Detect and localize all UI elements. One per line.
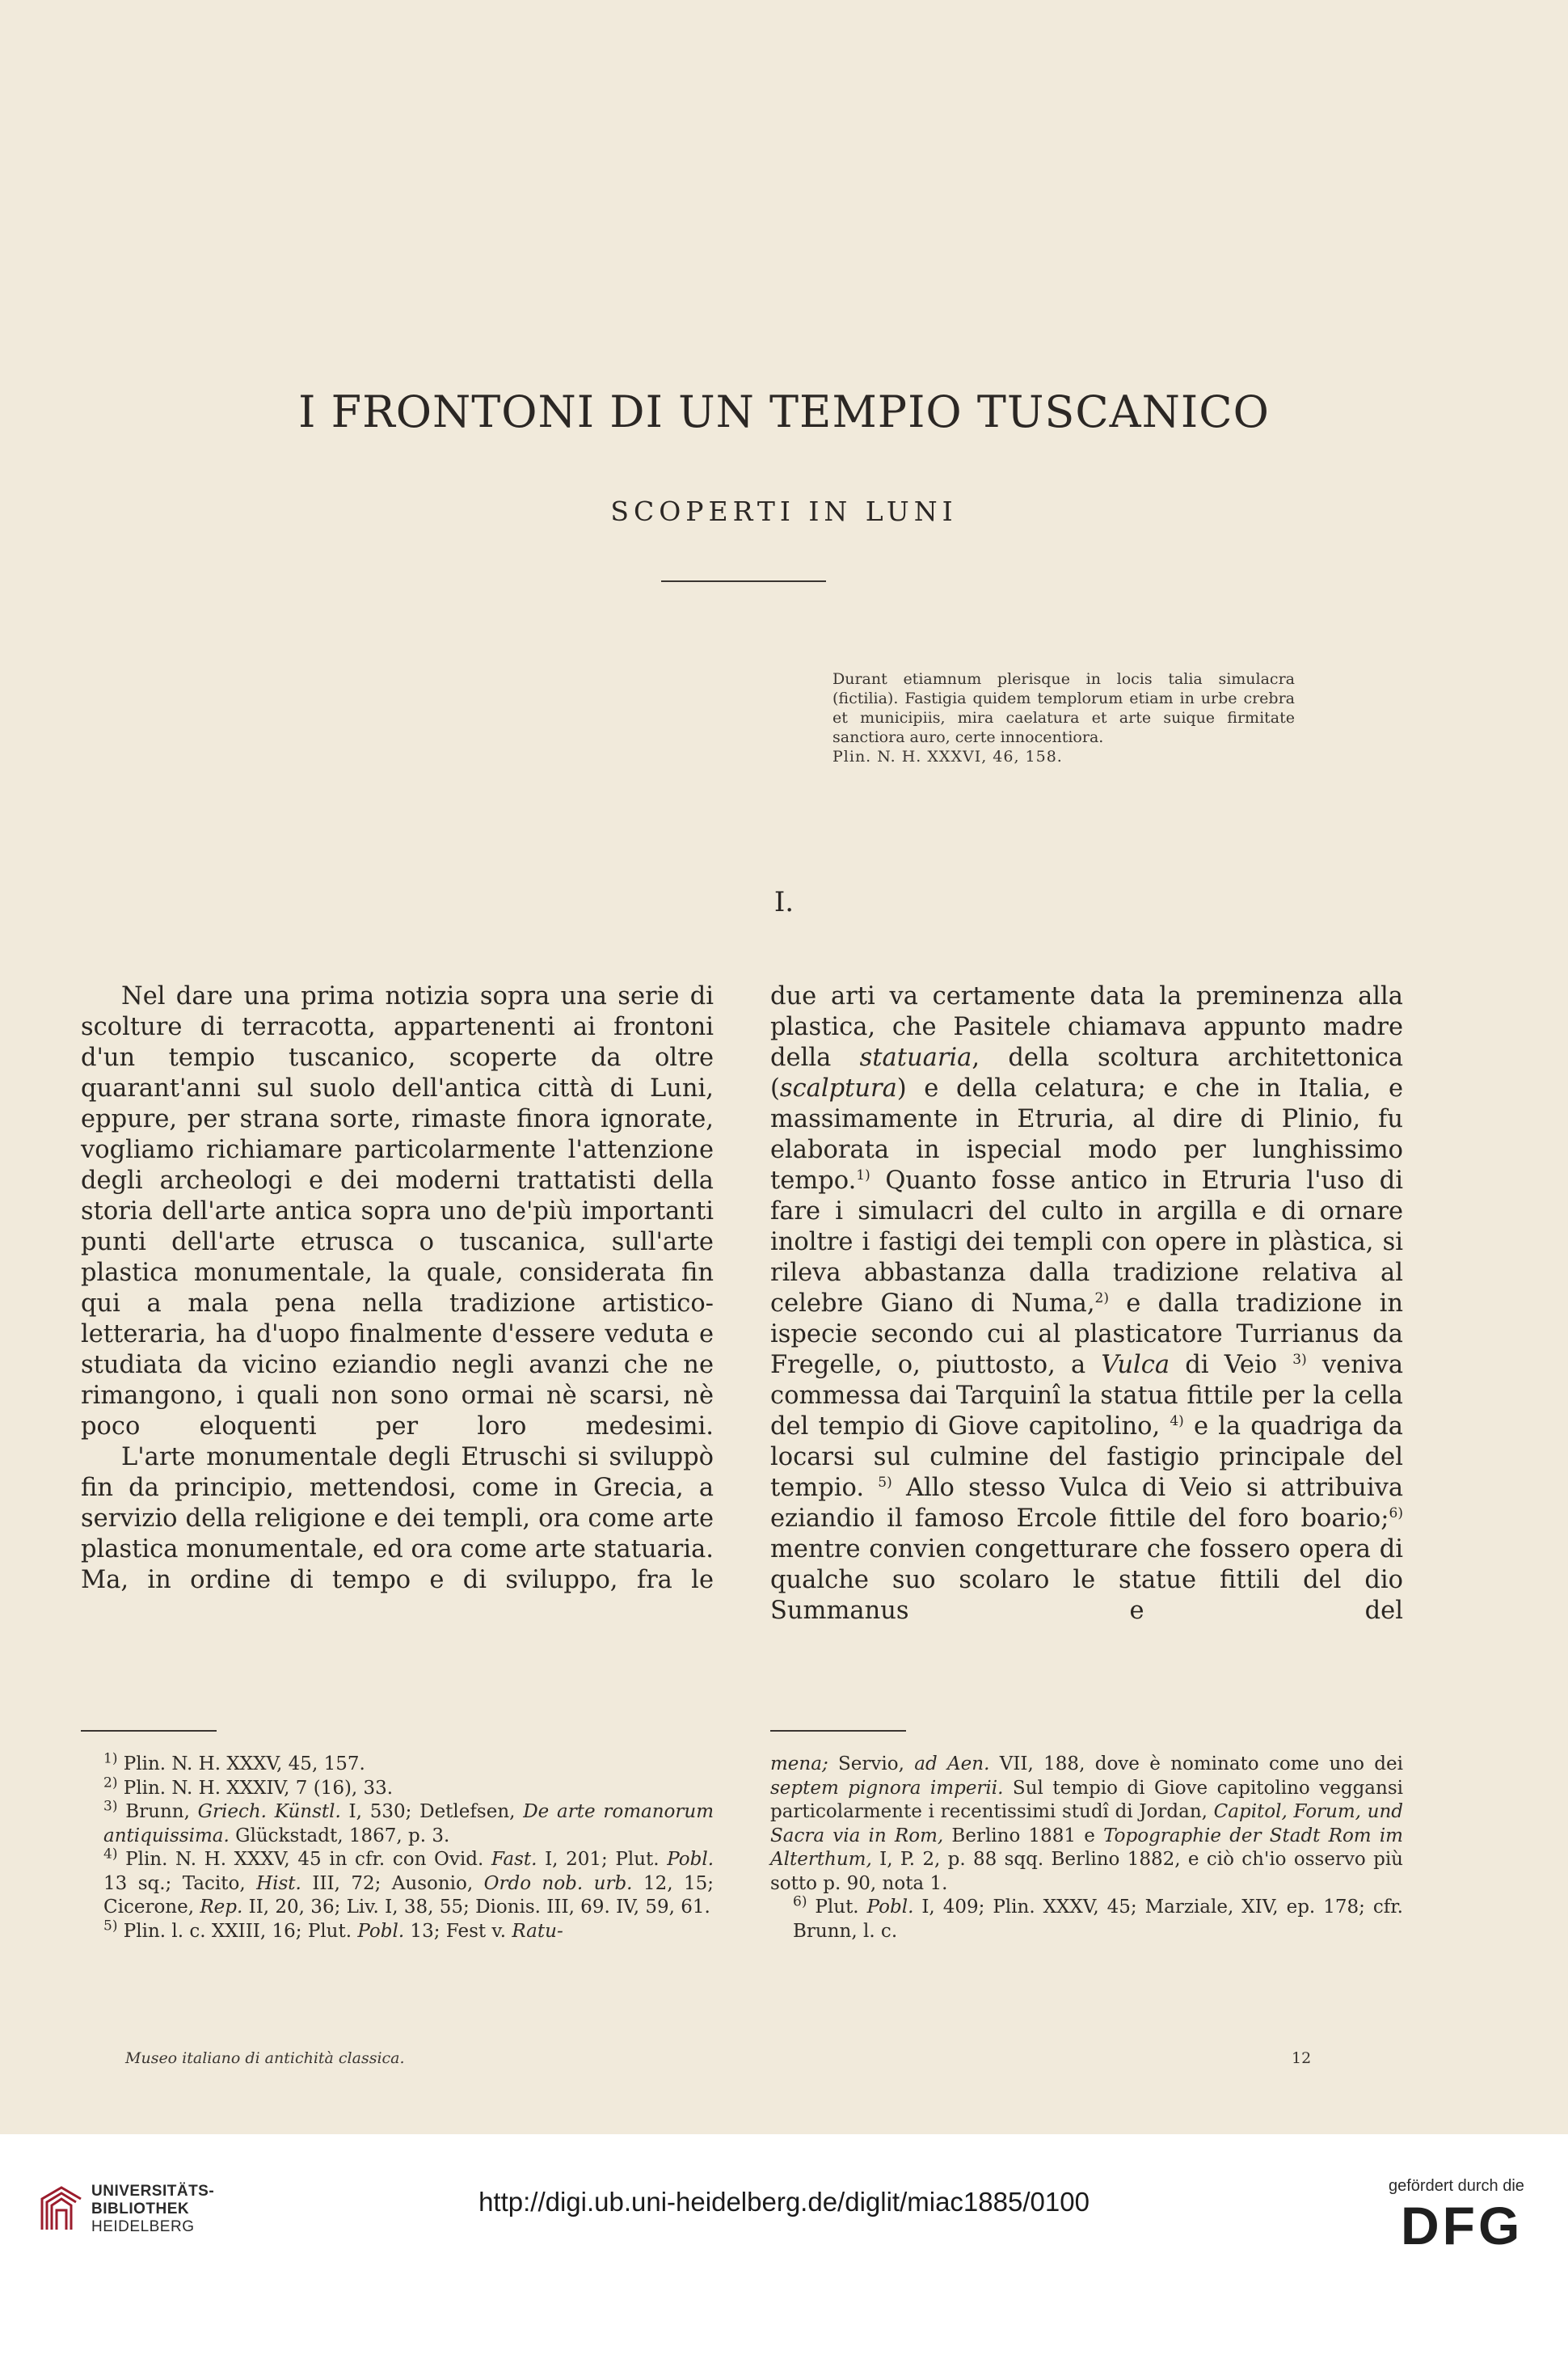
text-run: , della scoltura architettonica ( [770, 1044, 1403, 1103]
text-run: e dalla tradizione in ispecie secondo cui al plasticatore Turrianus da Fregelle, o, piuttosto, a [770, 1289, 1403, 1379]
footnote-text: Plin. N. H. XXXV, 45 in cfr. con Ovid. [125, 1849, 491, 1870]
text-run: Allo stesso Vulca di Veio si attribuiva eziandio il famoso Ercole fittile del foro boario; [770, 1474, 1403, 1533]
footnote-ref[interactable]: 1) [856, 1167, 870, 1184]
footnote-text: Brunn, [125, 1801, 198, 1822]
footnote-text: Plin. N. H. XXXIV, 7 (16), 33. [123, 1777, 394, 1799]
viewer-footer-strip [0, 2134, 1568, 2363]
footnote-italic: Pobl. [866, 1897, 914, 1918]
dfg-logo-text: DFG [1401, 2199, 1524, 2249]
footnote-marker: 3) [103, 1798, 118, 1815]
epigraph-citation: Plin. N. H. XXXVI, 46, 158. [832, 748, 1063, 766]
body-paragraph-1: Nel dare una prima notizia sopra una serie di scolture di terracotta, appartenenti ai frontoni d'un tempio tuscanico, scoperte da oltre quarant'anni sul suolo dell'antica città di Luni, eppure, per strana sorte, rimaste finora ignorate, vogliamo richiamare particolarmente l'attenzione degli archeologi e dei moderni trattatisti della storia dell'arte antica sopra uno de'più importanti punti dell'arte etrusca o tuscanica, sull'arte plastica monumentale, la quale, considerata fin qui a mala pena nella tradizione artistico-letteraria, ha d'uopo finalmente d'essere veduta e studiata da vicino eziandio negli avanzi che ne rimangono, i quali non sono ormai nè scarsi, nè poco eloquenti per loro medesimi. [81, 982, 714, 1441]
footnote-italic: Pobl. [357, 1920, 405, 1942]
footnote-divider-right [770, 1730, 906, 1732]
epigraph [832, 669, 1295, 766]
footnote-italic: De arte romanorum antiquissima. [103, 1801, 714, 1846]
footnote-text: Plin. N. H. XXXV, 45, 157. [123, 1753, 365, 1774]
text-run: due arti va certamente data la preminenza alla plastica, che Pasitele chiamava appunto madre della [770, 982, 1403, 1072]
footnote-italic: Capitol, Forum, und Sacra via in Rom, [770, 1801, 1403, 1846]
footnote-text: III, 72; Ausonio, [301, 1872, 484, 1894]
footnotes-left [81, 1750, 714, 1943]
footnote-text: Berlino 1881 e [943, 1825, 1104, 1846]
footnote-2 [81, 1774, 714, 1801]
footnote-ref[interactable]: 4) [1170, 1412, 1184, 1429]
footnote-text: 13; Fest v. [404, 1920, 512, 1942]
article-subtitle: SCOPERTI IN LUNI [610, 496, 958, 527]
footnote-marker: 1) [103, 1750, 118, 1767]
footnote-marker: 2) [103, 1774, 118, 1791]
footnote-divider-left [81, 1730, 217, 1732]
footnote-italic: septem pignora imperii. [770, 1777, 1004, 1799]
footnote-ref[interactable]: 6) [1389, 1504, 1403, 1521]
footnote-5-continued [770, 1753, 1403, 1896]
body-column-right [770, 981, 1403, 1627]
footnote-marker: 4) [103, 1846, 118, 1863]
title-divider [661, 580, 826, 582]
footnote-1 [81, 1750, 714, 1777]
footnote-text: Plin. l. c. XXIII, 16; Plut. [123, 1920, 358, 1942]
journal-footer: Museo italiano di antichità classica. [125, 2049, 405, 2067]
footnote-ref[interactable]: 5) [878, 1474, 892, 1491]
epigraph-text: Durant etiamnum plerisque in locis talia simulacra (fictilia). Fastigia quidem templorum etiam in urbe crebra et municipiis, mira caelatura et arte suique firmitate sanctiora auro, certe innocentiora. [832, 670, 1295, 746]
footnote-text: I, 530; Detlefsen, [340, 1801, 524, 1822]
text-run: e la quadriga da locarsi sul culmine del fastigio principale del tempio. [770, 1412, 1403, 1502]
footnote-marker: 6) [793, 1893, 807, 1910]
dfg-logo-icon [1401, 2199, 1545, 2249]
footnote-5 [81, 1917, 714, 1944]
body-paragraph-2: L'arte monumentale degli Etruschi si sviluppò fin da principio, mettendosi, come in Grecia, a servizio della religione e dei templi, ora come arte plastica monumentale, ed ora come arte statuaria. Ma, in ordine di tempo e di sviluppo, fra le [81, 1443, 714, 1594]
footnote-6 [770, 1893, 1403, 1943]
footnote-text: Plut. [815, 1897, 867, 1918]
footnote-ref[interactable]: 2) [1094, 1289, 1109, 1306]
footnotes-right [770, 1753, 1403, 1943]
footnote-italic: Rep. [200, 1897, 243, 1918]
italic-term: scalptura [779, 1074, 897, 1103]
text-run: di Veio [1170, 1351, 1278, 1379]
funded-by-label: gefördert durch die [1389, 2177, 1524, 2195]
footnote-4 [81, 1848, 714, 1920]
footnote-text: I, P. 2, p. 88 sqq. Berlino 1882, e ciò ch'io osservo più sotto p. 90, nota 1. [770, 1849, 1403, 1894]
footnote-italic: Fast. [491, 1849, 537, 1870]
institution-line: HEIDELBERG [91, 2218, 195, 2235]
section-number: I. [773, 886, 795, 918]
italic-term: Vulca [1101, 1351, 1170, 1379]
footnote-3 [81, 1800, 714, 1848]
institution-line: UNIVERSITÄTS- [91, 2183, 215, 2200]
footnote-text: I, 409; Plin. XXXV, 45; Marziale, XIV, ep. 178; cfr. Brunn, l. c. [793, 1897, 1403, 1942]
footnote-text: VII, 188, dove è nominato come uno dei [989, 1753, 1403, 1774]
footnote-italic: Ratu- [512, 1920, 563, 1942]
body-column-left [81, 981, 714, 1596]
footnote-italic: Pobl. [667, 1849, 714, 1870]
body-paragraph-3 [770, 981, 1403, 1627]
footnote-italic: Ordo nob. urb. [483, 1872, 633, 1894]
footnote-text: 13 sq.; Tacito, [103, 1872, 257, 1894]
article-title: I FRONTONI DI UN TEMPIO TUSCANICO [298, 386, 1270, 437]
institution-line: BIBLIOTHEK [91, 2201, 190, 2217]
footnote-text: Glückstadt, 1867, p. 3. [229, 1825, 450, 1846]
text-run: Quanto fosse antico in Etruria l'uso di fare i simulacri del culto in argilla e di ornare inoltre i fastigi dei templi con opere in plàstica, si rileva abbastanza dalla tradizione relativa al celebre Giano di Numa, [770, 1167, 1403, 1318]
text-run: mentre convien congetturare che fossero opera di qualche suo scolaro le statue fittili del dio Summanus e del [770, 1535, 1403, 1625]
footnote-italic: ad Aen. [914, 1753, 990, 1774]
signature-mark: 12 [1292, 2049, 1312, 2067]
footnote-marker: 5) [103, 1917, 118, 1934]
text-run: veniva commessa dai Tarquinî la statua fittile per la cella del tempio di Giove capitolino, [770, 1351, 1404, 1441]
text-run: ) e della celatura; e che in Italia, e massimamente in Etruria, al dire di Plinio, fu elaborata in ispecial modo per lunghissimo tempo. [770, 1074, 1403, 1195]
footnote-italic: Hist. [256, 1872, 301, 1894]
footnote-ref[interactable]: 3) [1292, 1351, 1307, 1368]
footnote-italic: mena; [770, 1753, 828, 1774]
footnote-text: I, 201; Plut. [537, 1849, 668, 1870]
footnote-text: II, 20, 36; Liv. I, 38, 55; Dionis. III, 69. IV, 59, 61. [242, 1897, 710, 1918]
italic-term: statuaria [859, 1044, 972, 1072]
footnote-italic: Topographie der Stadt Rom im Alterthum, [770, 1825, 1403, 1870]
footnote-text: 12, 15; Cicerone, [103, 1872, 714, 1918]
footnote-text: Servio, [828, 1753, 915, 1774]
permalink-url[interactable]: http://digi.ub.uni-heidelberg.de/diglit/miac1885/0100 [478, 2187, 1090, 2217]
footnote-italic: Griech. Künstl. [197, 1801, 341, 1822]
footnote-text: Sul tempio di Giove capitolino veggansi particolarmente i recentissimi studî di Jordan, [770, 1777, 1403, 1822]
